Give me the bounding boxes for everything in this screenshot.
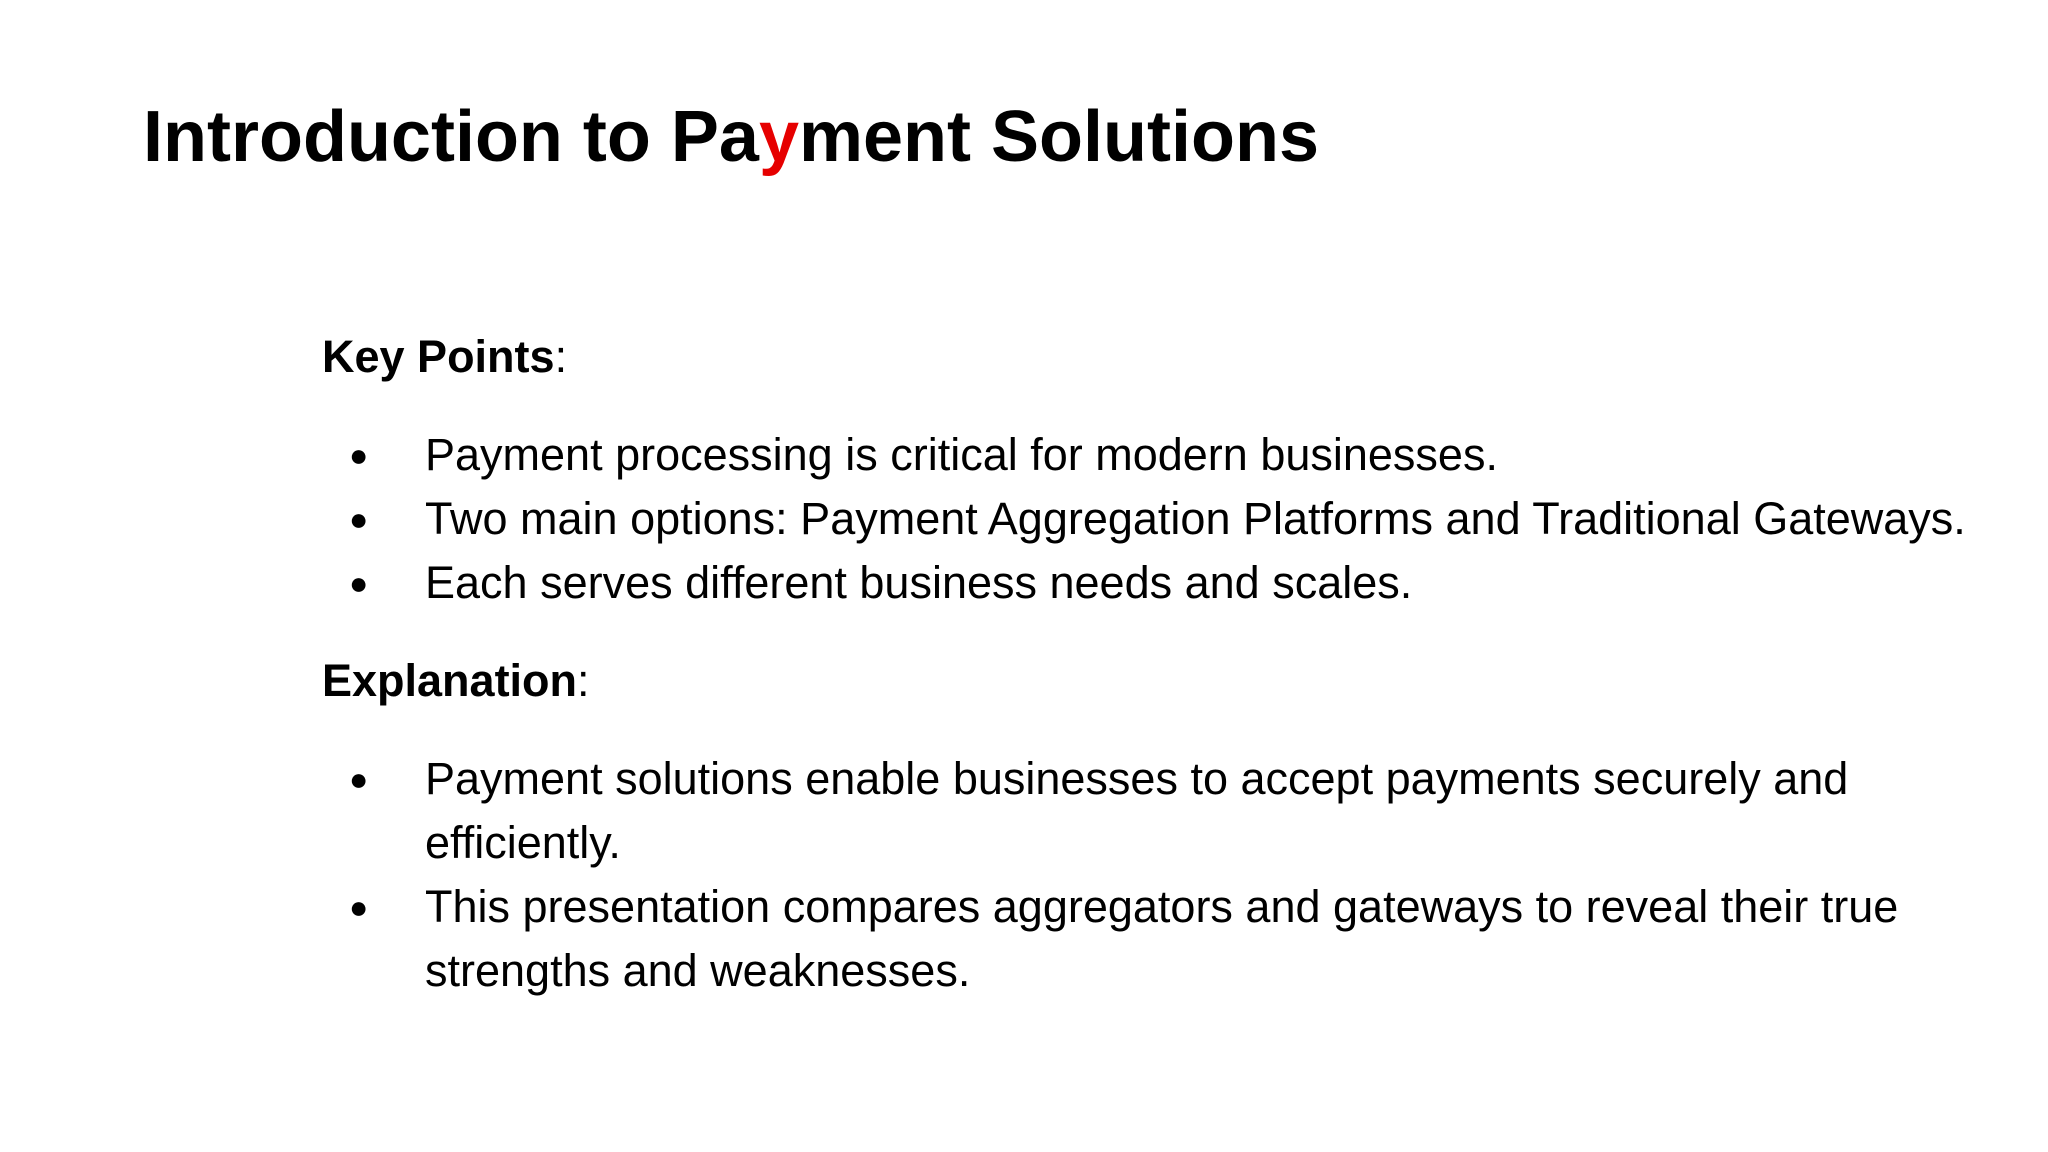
slide-body <box>322 325 1982 1003</box>
list-item-text: Two main options: Payment Aggregation Platforms and Traditional Gateways. <box>425 493 1966 544</box>
bullet-icon: ● <box>349 565 369 601</box>
explanation-list <box>322 747 1942 1003</box>
key-points-colon: : <box>554 331 568 382</box>
explanation-colon: : <box>577 655 590 706</box>
key-points-list <box>322 423 1982 615</box>
bullet-icon: ● <box>349 889 369 925</box>
bullet-icon: ● <box>349 761 369 797</box>
title-part-1: Introduction to Pa <box>143 97 759 177</box>
list-item <box>322 487 1982 551</box>
list-item <box>322 747 1942 875</box>
list-item <box>322 551 1982 615</box>
explanation-heading <box>322 649 1982 713</box>
explanation-label: Explanation <box>322 655 578 706</box>
key-points-heading <box>322 325 1982 389</box>
list-item-text: Each serves different business needs and scales. <box>425 557 1413 608</box>
title-part-2: ment Solutions <box>798 97 1319 177</box>
bullet-icon: ● <box>349 437 369 473</box>
bullet-icon: ● <box>349 501 369 537</box>
list-item-text: This presentation compares aggregators and gateways to reveal their true strengths and weaknesses. <box>425 881 1899 996</box>
list-item-text: Payment solutions enable businesses to accept payments securely and efficiently. <box>425 753 1849 868</box>
key-points-label: Key Points <box>322 331 555 382</box>
slide-title <box>143 92 1319 182</box>
list-item-text: Payment processing is critical for modern businesses. <box>425 429 1498 480</box>
title-accent-letter: y <box>758 97 799 177</box>
list-item <box>322 875 1942 1003</box>
list-item <box>322 423 1982 487</box>
